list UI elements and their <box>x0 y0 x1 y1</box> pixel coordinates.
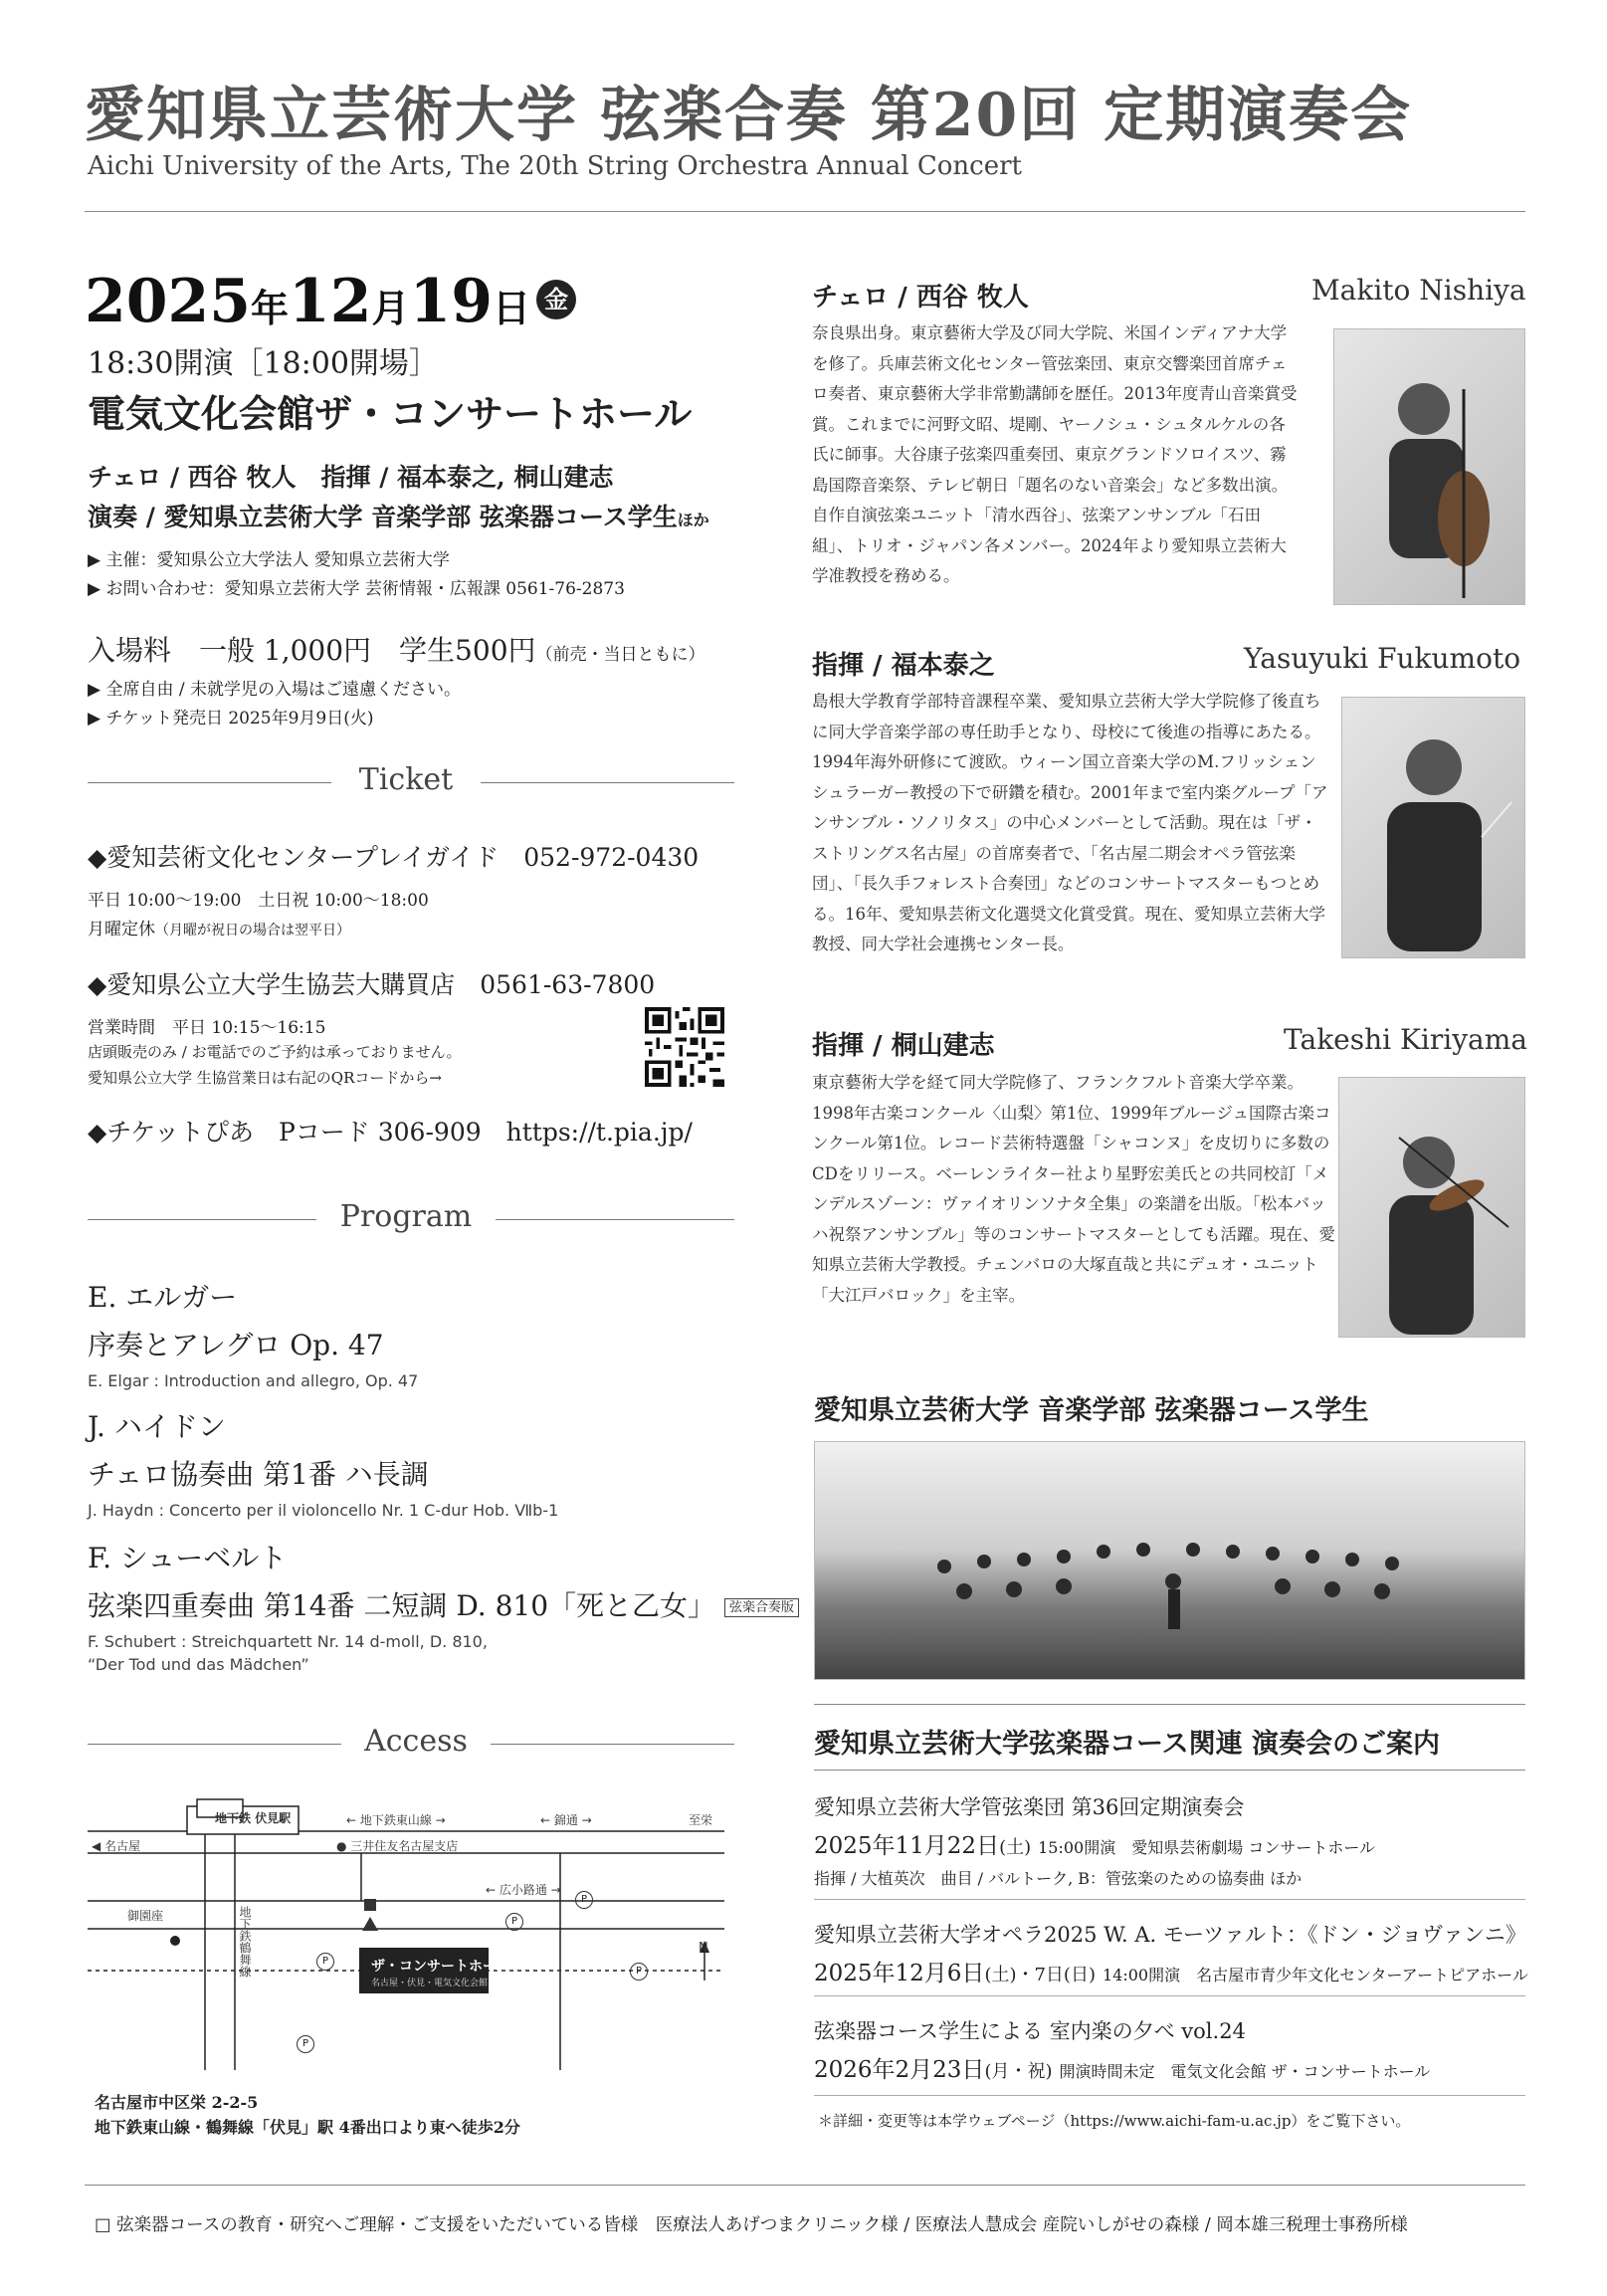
map-to-nagoya: ◀ 名古屋 <box>92 1839 141 1853</box>
program-composer: F. シューベルト <box>88 1542 288 1574</box>
organizer: ▶ 主催：愛知県公立大学法人 愛知県立芸術大学 <box>88 550 450 570</box>
related-event-3 <box>814 2015 1430 2084</box>
parking-icon: P <box>630 1963 648 1981</box>
venue-address: 名古屋市中区栄 2-2-5 <box>95 2093 259 2112</box>
performer-1-name-en: Makito Nishiya <box>1311 274 1526 307</box>
seating-note: ▶ 全席自由 / 未就学児の入場はご遠慮ください。 <box>88 680 462 700</box>
map-station-label: 地下鉄 伏見駅 <box>215 1811 292 1825</box>
related-event-name: 弦楽器コース学生による 室内楽の夕べ vol.24 <box>814 2019 1246 2043</box>
map-north-icon: N <box>699 1941 708 1956</box>
outlet-coop-note-2: 愛知県公立大学 生協営業日は右記のQRコードから→ <box>88 1069 442 1087</box>
header-divider <box>85 211 1525 212</box>
orchestra-photo <box>814 1441 1525 1680</box>
performer-3-name-en: Takeshi Kiriyama <box>1284 1023 1527 1056</box>
map-nishiki-dori: ← 錦通 → <box>540 1813 592 1827</box>
parking-icon: P <box>575 1891 593 1909</box>
footer-thanks: □ 弦楽器コースの教育・研究へご理解・ご支援をいただいている皆様 医療法人あげつまクリニック様 / 医療法人慧成会 産院いしがせの森様 / 岡本雄三税理士事務所様 <box>95 2215 1408 2235</box>
access-heading: Access <box>364 1724 468 1759</box>
map-hirokoji-dori: ← 広小路通 → <box>486 1883 561 1897</box>
students-heading: 愛知県立芸術大学 音楽学部 弦楽器コース学生 <box>814 1395 1369 1426</box>
program-title: 弦楽四重奏曲 第14番 二短調 D. 810「死と乙女」 弦楽合奏版 <box>88 1584 799 1624</box>
related-separator <box>814 1995 1525 1996</box>
parking-icon: P <box>297 2035 314 2053</box>
outlet-ticket-pia[interactable]: ◆チケットぴあ Pコード 306-909 https://t.pia.jp/ <box>88 1118 693 1147</box>
map-hall-label[interactable]: ザ・コンサートホール <box>371 1959 510 1975</box>
related-heading: 愛知県立芸術大学弦楽器コース関連 演奏会のご案内 <box>814 1729 1441 1760</box>
related-separator <box>814 2095 1525 2096</box>
related-note: ＊詳細・変更等は本学ウェブページ（https://www.aichi-fam-u.ac.jp）をご覧下さい。 <box>818 2112 1411 2130</box>
performers-line-2: 演奏 / 愛知県立芸術大学 音楽学部 弦楽器コース学生ほか <box>88 503 709 531</box>
inquiry: ▶ お問い合わせ：愛知県立芸術大学 芸術情報・広報課 0561-76-2873 <box>88 579 625 599</box>
performer-1-role: チェロ / 西谷 牧人 <box>812 283 1029 313</box>
ticket-divider-right <box>481 782 734 783</box>
related-event-date: 2025年12月6日(土)・7日(日) 14:00開演 名古屋市青少年文化センターアートピアホール <box>814 1961 1528 1986</box>
performer-1-bio: 奈良県出身。東京藝術大学及び同大学院、米国インディアナ大学を修了。兵庫芸術文化センター管弦楽団、東京交響楽団首席チェロ奏者、東京藝術大学非常勤講師を歴任。2013年度青山音楽賞受賞。これまでに河野文昭、堤剛、ヤーノシュ・シュタルケルの各氏に師事。大谷康子弦楽四重奏団、東京グランドソロイスツ、霧島国際音楽祭、テレビ朝日「題名のない音楽会」など多数出演。自作自演弦楽ユニット「清水西谷」、弦楽アンサンブル「石田組」、トリオ・ジャパン各メンバー。2024年より愛知県立芸術大学准教授を務める。 <box>812 323 1298 585</box>
footer-divider <box>85 2185 1525 2186</box>
venue: 電気文化会館ザ・コンサートホール <box>88 391 693 436</box>
sale-date-note: ▶ チケット発売日 2025年9月9日(火) <box>88 709 374 729</box>
related-event-1 <box>814 1791 1375 1889</box>
program-item-2 <box>88 1405 558 1520</box>
outlet-aichi-arts-center: ◆愛知芸術文化センタープレイガイド 052-972-0430 <box>88 843 700 872</box>
venue-directions: 地下鉄東山線・鶴舞線「伏見」駅 4番出口より東へ徒歩2分 <box>95 2118 520 2137</box>
outlet-coop-note-1: 店頭販売のみ / お電話でのご予約は承っておりません。 <box>88 1043 462 1061</box>
map-to-sakae: 至栄 <box>689 1813 713 1827</box>
map-sumitomo-bank: ● 三井住友名古屋支店 <box>336 1839 459 1853</box>
performers-line-1: チェロ / 西谷 牧人 指揮 / 福本泰之, 桐山建志 <box>88 463 614 492</box>
related-divider-bottom <box>814 1770 1525 1771</box>
program-title: チェロ協奏曲 第1番 ハ長調 <box>88 1458 429 1491</box>
program-item-3 <box>88 1537 799 1674</box>
ticket-divider-left <box>88 782 331 783</box>
related-event-2 <box>814 1919 1528 1987</box>
program-title: 序奏とアレグロ Op. 47 <box>88 1329 384 1361</box>
performer-3-photo <box>1338 1077 1525 1338</box>
page-title: 愛知県立芸術大学 弦楽合奏 第20回 定期演奏会 <box>85 81 1413 150</box>
outlet-aichi-hours: 平日 10:00～19:00 土日祝 10:00～18:00 <box>88 891 429 911</box>
performer-3-role: 指揮 / 桐山建志 <box>812 1031 995 1061</box>
access-divider-right <box>491 1744 734 1745</box>
performer-2-name-en: Yasuyuki Fukumoto <box>1244 642 1521 675</box>
page-subtitle: Aichi University of the Arts, The 20th String Orchestra Annual Concert <box>88 151 1022 181</box>
related-event-name: 愛知県立芸術大学オペラ2025 W. A. モーツァルト：《ドン・ジョヴァンニ》 <box>814 1923 1526 1947</box>
related-divider-top <box>814 1704 1525 1705</box>
program-item-1 <box>88 1276 418 1390</box>
program-title-en: J. Haydn : Concerto per il violoncello Nr. 1 C-dur Hob. Ⅶb-1 <box>88 1501 559 1520</box>
related-event-extra: 指揮 / 大植英次 曲目 / バルトーク, B：管弦楽のための協奏曲 ほか <box>814 1869 1303 1888</box>
related-event-name: 愛知県立芸術大学管弦楽団 第36回定期演奏会 <box>814 1795 1245 1819</box>
program-divider-left <box>88 1219 316 1220</box>
outlet-aichi-closed: 月曜定休（月曜が祝日の場合は翌平日） <box>88 920 350 939</box>
related-event-date: 2026年2月23日(月・祝) 開演時間未定 電気文化会館 ザ・コンサートホール <box>814 2057 1431 2083</box>
program-heading: Program <box>339 1199 473 1234</box>
map-hall-sublabel: 名古屋・伏見・電気文化会館 <box>371 1979 489 1988</box>
program-divider-right <box>496 1219 734 1220</box>
concert-time: 18:30開演［18:00開場］ <box>88 346 439 381</box>
performer-2-bio: 島根大学教育学部特音課程卒業、愛知県立芸術大学大学院修了後直ちに同大学音楽学部の専任助手となり、母校にて後進の指導にあたる。1994年海外研修にて渡欧。ウィーン国立音楽大学のM.フリッシェンシュラーガー教授の下で研鑽を積む。2001年まで室内楽グループ「アンサンブル・ソノリタス」の中心メンバーとして活動。現在は「ザ・ストリングス名古屋」の首席奏者で、「名古屋二期会オペラ管弦楽団」、「長久手フォレスト合奏団」などのコンサートマスターもつとめる。16年、愛知県芸術文化選奨文化賞受賞。現在、愛知県立芸術大学教授、同大学社会連携センター長。 <box>812 692 1328 953</box>
performer-1-photo <box>1333 328 1525 605</box>
admission-fee: 入場料 一般 1,000円 学生500円（前売・当日ともに） <box>88 634 705 667</box>
parking-icon: P <box>316 1953 334 1971</box>
program-title-en-2: “Der Tod und das Mädchen” <box>88 1655 309 1674</box>
outlet-coop-hours: 営業時間 平日 10:15～16:15 <box>88 1018 326 1038</box>
concert-date: 2025年12月19日 金 <box>85 267 576 336</box>
related-event-date: 2025年11月22日(土) 15:00開演 愛知県芸術劇場 コンサートホール <box>814 1833 1376 1859</box>
program-composer: E. エルガー <box>88 1281 238 1314</box>
program-title-en: E. Elgar : Introduction and allegro, Op. 47 <box>88 1371 419 1390</box>
weekday-badge: 金 <box>536 280 576 319</box>
qr-code[interactable] <box>645 1007 724 1087</box>
map-tsurumai-line: 地下鉄鶴舞線 <box>238 1906 252 1978</box>
access-divider-left <box>88 1744 341 1745</box>
performer-3-bio: 東京藝術大学を経て同大学院修了、フランクフルト音楽大学卒業。1998年古楽コンクール〈山梨〉第1位、1999年ブルージュ国際古楽コンクール第1位。レコード芸術特選盤「シャコンヌ」を皮切りに多数のCDをリリース。ベーレンライター社より星野宏美氏との共同校訂「メンデルスゾーン：ヴァイオリンソナタ全集」の楽譜を出版。「松本バッハ祝祭アンサンブル」等のコンサートマスターとしても活躍。現在、愛知県立芸術大学教授。チェンバロの大塚直哉と共にデュオ・ユニット「大江戸バロック」を主宰。 <box>812 1073 1335 1305</box>
parking-icon: P <box>505 1913 523 1931</box>
related-separator <box>814 1899 1525 1900</box>
performer-2-photo <box>1341 697 1525 958</box>
arrangement-tag: 弦楽合奏版 <box>724 1598 799 1617</box>
map-higashiyama-line: ← 地下鉄東山線 → <box>346 1813 446 1827</box>
program-composer: J. ハイドン <box>88 1410 226 1443</box>
map-misonoza: 御園座 <box>127 1909 164 1923</box>
performer-2-role: 指揮 / 福本泰之 <box>812 651 995 681</box>
ticket-heading: Ticket <box>358 762 454 797</box>
outlet-coop-store: ◆愛知県公立大学生協芸大購買店 0561-63-7800 <box>88 970 656 999</box>
program-title-en: F. Schubert : Streichquartett Nr. 14 d-moll, D. 810, <box>88 1632 488 1651</box>
access-map[interactable] <box>88 1781 724 2070</box>
